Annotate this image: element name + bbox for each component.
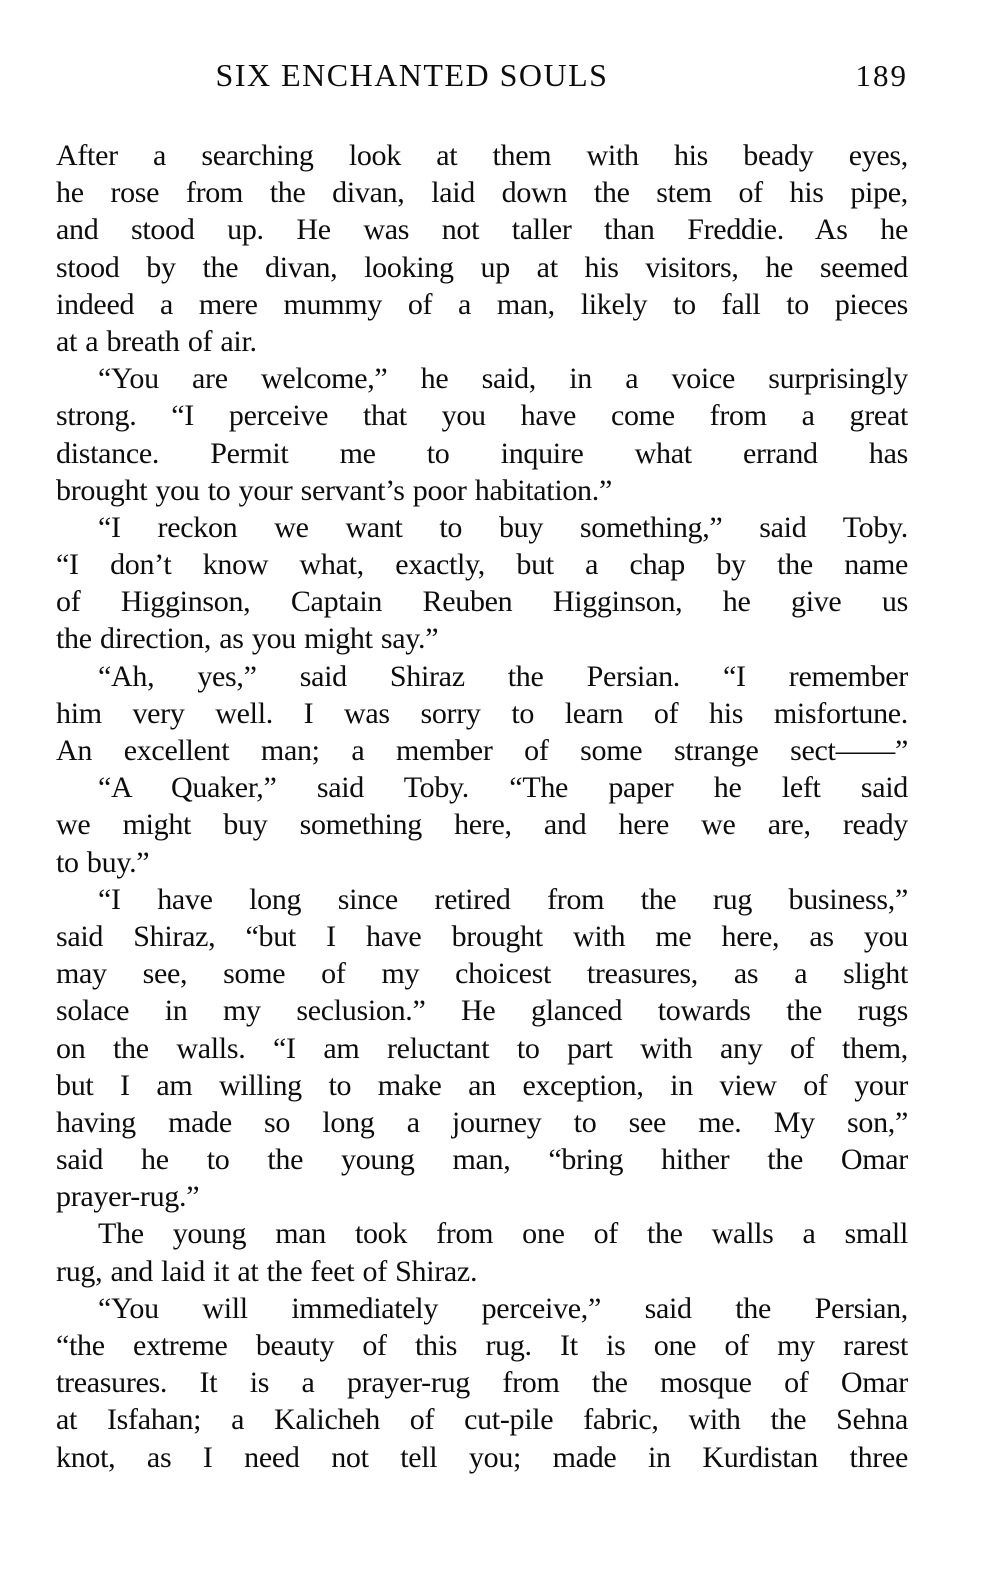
text-line: treasures. It is a prayer-rug from the mosque of Omar [56, 1366, 908, 1400]
text-line: at a breath of air. [56, 324, 257, 358]
text-line: may see, some of my choicest treasures, as a slight [56, 957, 908, 991]
paragraph [56, 769, 908, 881]
text-line: “A Quaker,” said Toby. “The paper he left said [98, 771, 908, 805]
text-line: “I don’t know what, exactly, but a chap by the name [56, 548, 908, 582]
text-line: rug, and laid it at the feet of Shiraz. [56, 1254, 478, 1288]
page-number: 189 [855, 58, 908, 93]
text-line: said Shiraz, “but I have brought with me here, as you [56, 919, 908, 953]
text-line: “Ah, yes,” said Shiraz the Persian. “I remember [98, 659, 908, 693]
paragraph [56, 360, 908, 509]
text-line: of Higginson, Captain Reuben Higginson, he give us [56, 585, 908, 619]
page-body [56, 137, 908, 1476]
paragraph [56, 881, 908, 1216]
text-line: said he to the young man, “bring hither the Omar [56, 1143, 908, 1177]
text-line: An excellent man; a member of some strange sect——” [56, 734, 908, 767]
text-line: distance. Permit me to inquire what errand has [56, 436, 908, 470]
text-line: but I am willing to make an exception, in view of your [56, 1068, 908, 1102]
text-line: the direction, as you might say.” [56, 622, 439, 656]
text-line: The young man took from one of the walls a small [98, 1217, 908, 1251]
text-line: “I reckon we want to buy something,” said Toby. [98, 510, 908, 544]
text-line: we might buy something here, and here we are, ready [56, 808, 908, 842]
text-line: “the extreme beauty of this rug. It is one of my rarest [56, 1329, 908, 1362]
paragraph [56, 509, 908, 658]
paragraph [56, 1215, 908, 1475]
text-line: “You are welcome,” he said, in a voice surprisingly [98, 362, 908, 396]
text-line: prayer-rug.” [56, 1180, 200, 1214]
text-line: at Isfahan; a Kalicheh of cut-pile fabric, with the Sehna [56, 1403, 908, 1437]
text-line: and stood up. He was not taller than Freddie. As he [56, 213, 908, 247]
text-line: indeed a mere mummy of a man, likely to fall to pieces [56, 287, 908, 321]
text-line: “You will immediately perceive,” said the Persian, [98, 1291, 908, 1325]
text-line: to buy.” [56, 845, 150, 879]
text-line: stood by the divan, looking up at his visitors, he seemed [56, 250, 908, 284]
text-line: him very well. I was sorry to learn of his misfortune. [56, 696, 908, 730]
text-line: on the walls. “I am reluctant to part with any of them, [56, 1031, 908, 1065]
text-line: knot, as I need not tell you; made in Kurdistan three [56, 1440, 908, 1474]
text-line: brought you to your servant’s poor habitation.” [56, 473, 612, 507]
text-line: “I have long since retired from the rug business,” [98, 882, 908, 916]
text-line: he rose from the divan, laid down the stem of his pipe, [56, 176, 908, 210]
text-line: strong. “I perceive that you have come from a great [56, 399, 908, 433]
running-title: SIX ENCHANTED SOULS [215, 57, 609, 93]
paragraph [56, 137, 908, 360]
text-line: having made so long a journey to see me. My son,” [56, 1105, 908, 1139]
text-line: After a searching look at them with his beady eyes, [56, 139, 908, 172]
paragraph [56, 658, 908, 770]
text-line: solace in my seclusion.” He glanced towards the rugs [56, 994, 908, 1028]
